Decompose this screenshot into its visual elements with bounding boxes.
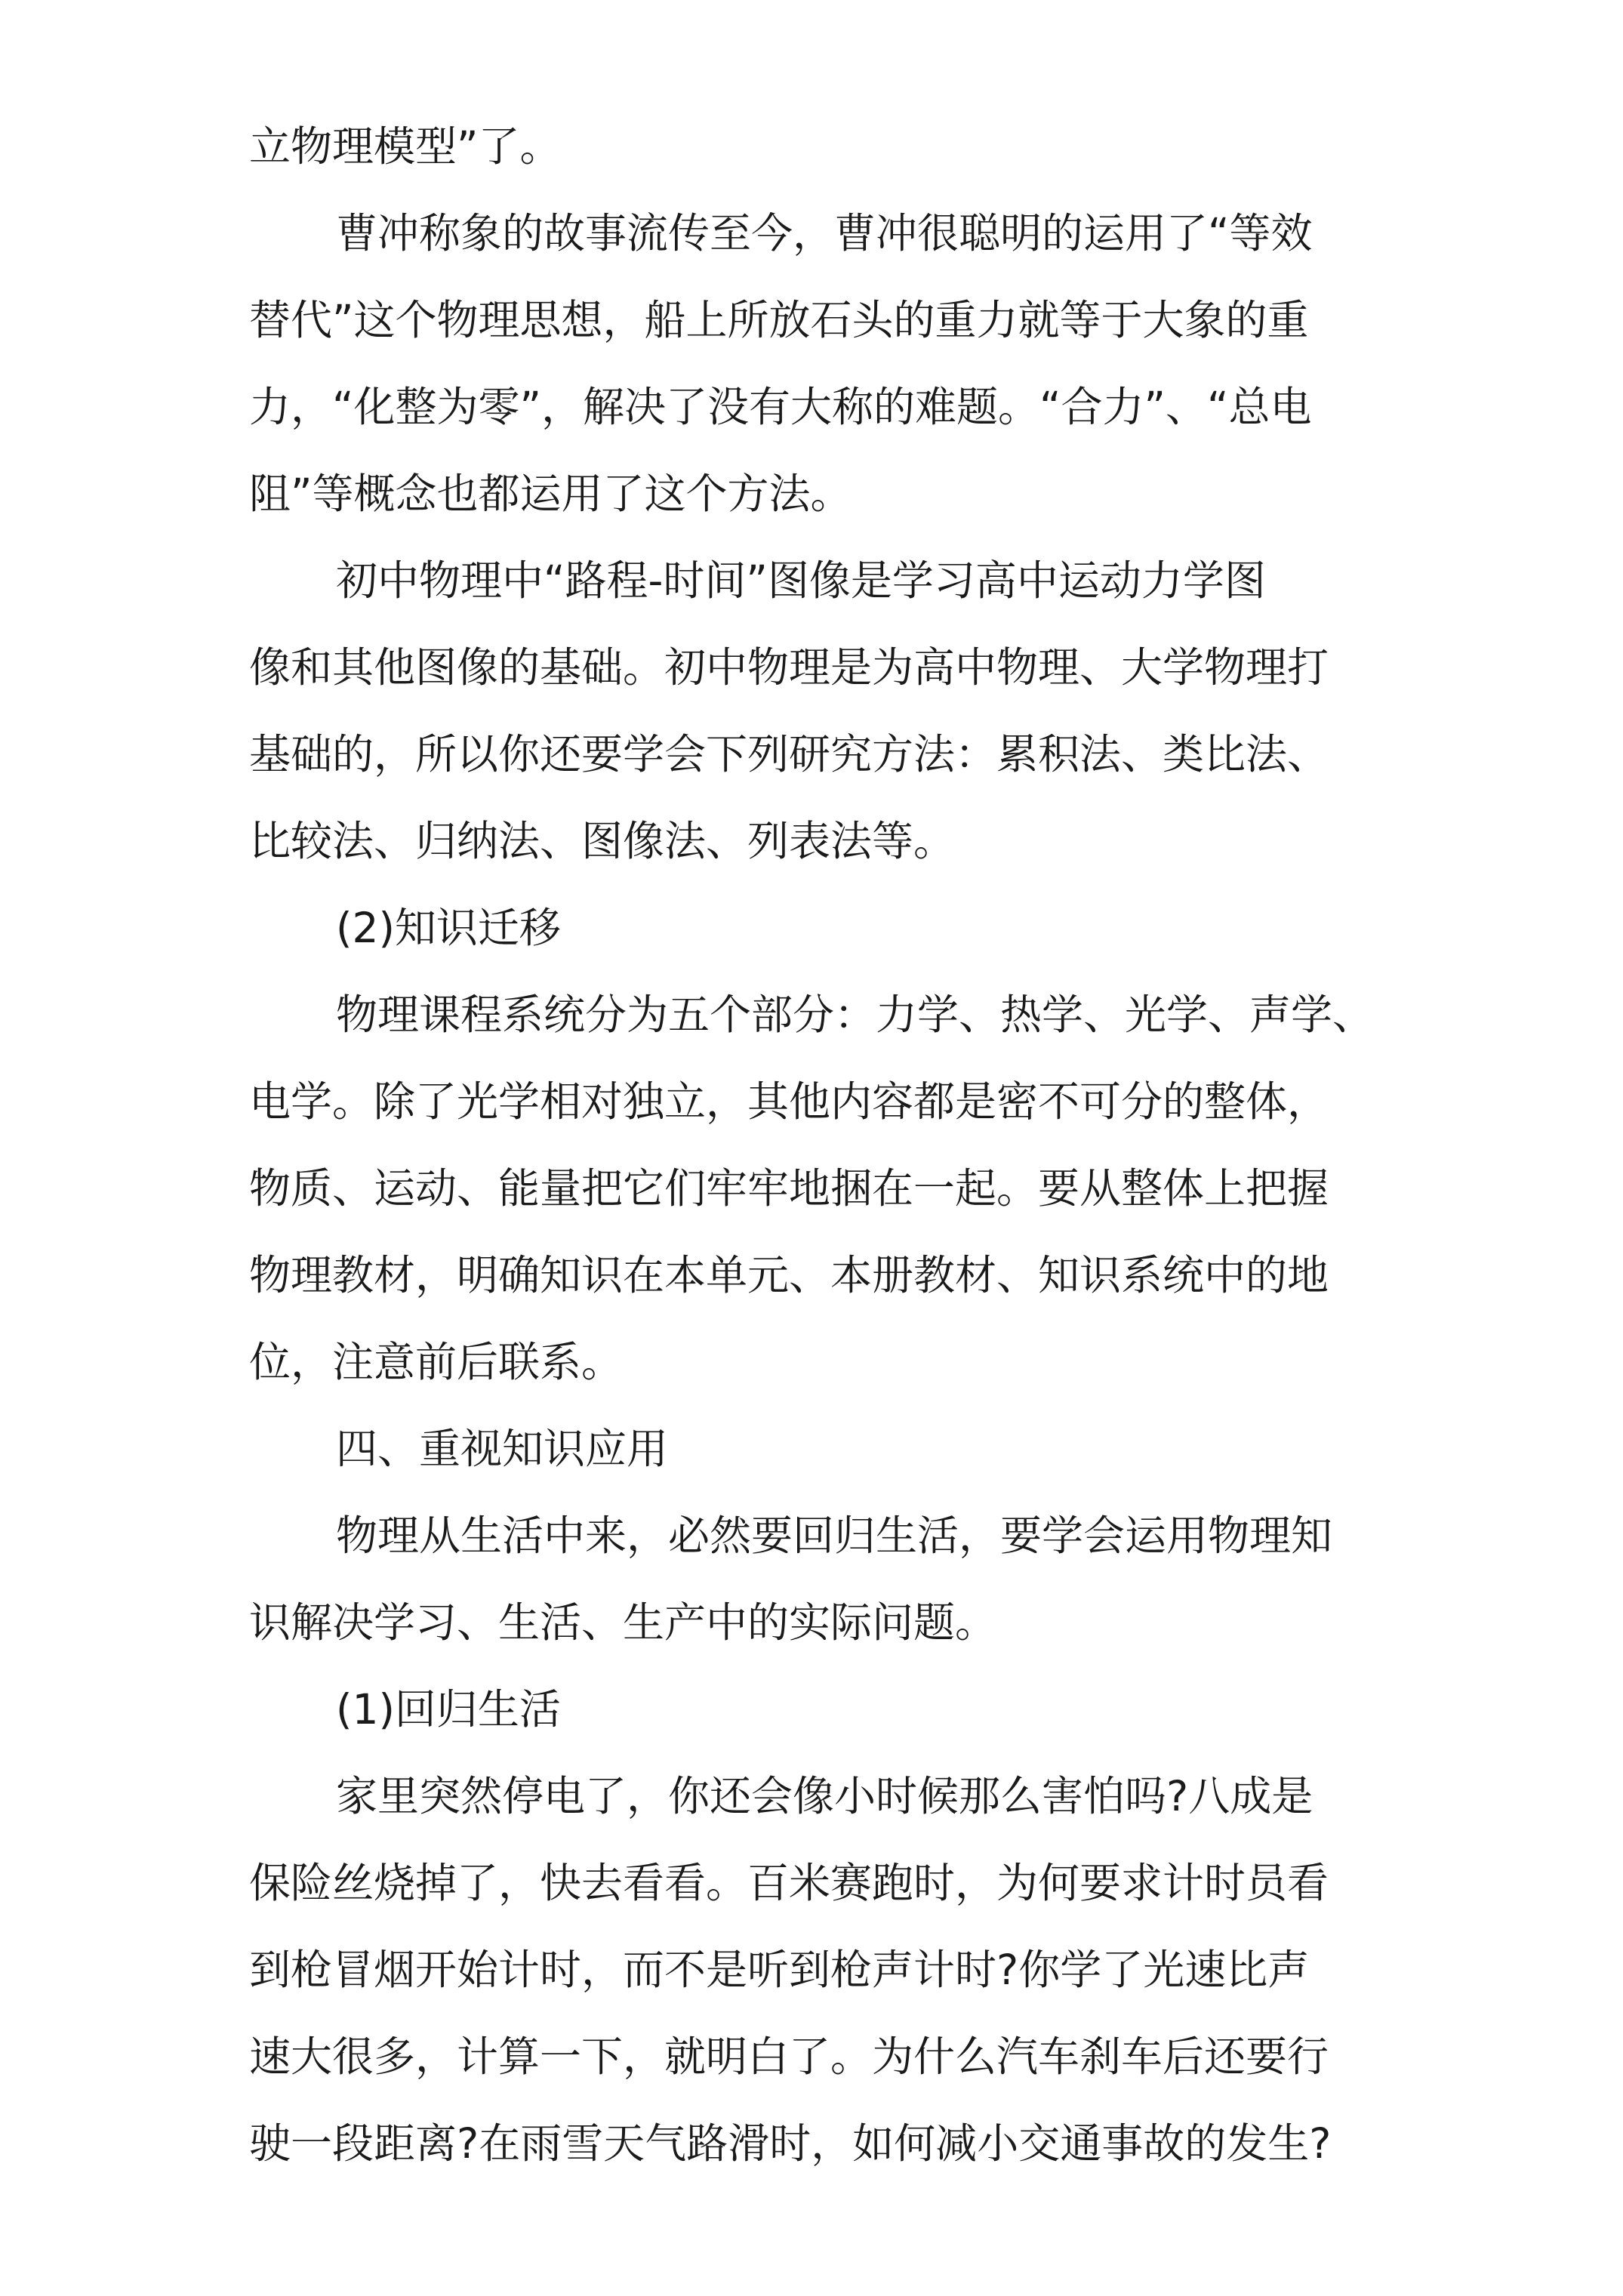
paragraph-start: 曹冲称象的故事流传至今，曹冲很聪明的运用了“等效 [336,209,1313,257]
paragraph-start: 初中物理中“路程-时间”图像是学习高中运动力学图 [336,556,1266,605]
text-line: 像和其他图像的基础。初中物理是为高中物理、大学物理打 [249,643,1329,692]
text-line: 阻”等概念也都运用了这个方法。 [249,470,852,518]
subsection-heading: (2)知识迁移 [336,904,561,952]
text-line: 力，“化整为零”，解决了没有大称的难题。“合力”、“总电 [249,383,1312,431]
subsection-heading: (1)回归生活 [336,1685,561,1734]
text-line: 位，注意前后联系。 [249,1338,624,1386]
text-line: 基础的，所以你还要学会下列研究方法：累积法、类比法、 [249,730,1329,778]
text-line: 替代”这个物理思想，船上所放石头的重力就等于大象的重 [249,296,1309,344]
text-line: 物理教材，明确知识在本单元、本册教材、知识系统中的地 [249,1251,1329,1299]
text-line: 比较法、归纳法、图像法、列表法等。 [249,817,956,865]
paragraph-start: 家里突然停电了，你还会像小时候那么害怕吗?八成是 [336,1772,1313,1820]
text-line: 立物理模型”了。 [249,122,562,171]
text-line: 速大很多，计算一下，就明白了。为什么汽车刹车后还要行 [249,2032,1329,2081]
paragraph-start: 物理从生活中来，必然要回归生活，要学会运用物理知 [336,1512,1333,1560]
text-line: 到枪冒烟开始计时，而不是听到枪声计时?你学了光速比声 [249,1946,1310,1994]
text-line: 识解决学习、生活、生产中的实际问题。 [249,1598,997,1647]
section-heading: 四、重视知识应用 [336,1425,669,1473]
text-line: 保险丝烧掉了，快去看看。百米赛跑时，为何要求计时员看 [249,1859,1329,1907]
text-line: 驶一段距离?在雨雪天气路滑时，如何减小交通事故的发生? [249,2119,1332,2168]
paragraph-start: 物理课程系统分为五个部分：力学、热学、光学、声学、 [336,991,1375,1039]
text-line: 物质、运动、能量把它们牢牢地捆在一起。要从整体上把握 [249,1164,1329,1213]
text-line: 电学。除了光学相对独立，其他内容都是密不可分的整体， [249,1077,1329,1126]
